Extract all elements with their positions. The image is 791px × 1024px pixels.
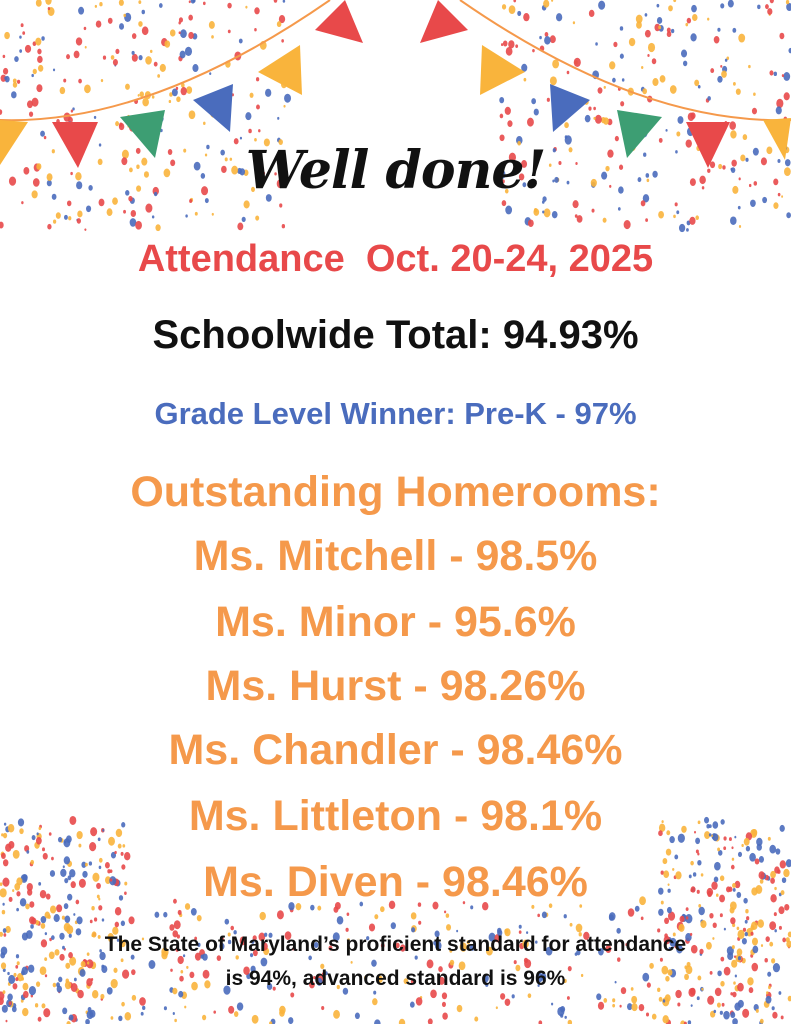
grade-level-winner: Grade Level Winner: Pre-K - 97% [154, 396, 637, 431]
homerooms-heading: Outstanding Homerooms: [130, 468, 661, 516]
homeroom-item: Ms. Minor - 95.6% [215, 598, 576, 646]
homeroom-item: Ms. Mitchell - 98.5% [193, 532, 598, 580]
homeroom-item: Ms. Hurst - 98.26% [205, 662, 586, 710]
attendance-title: Attendance Oct. 20-24, 2025 [137, 238, 654, 280]
homeroom-item: Ms. Littleton - 98.1% [188, 792, 603, 840]
well-done-headline: Well done! [245, 140, 546, 201]
homeroom-item: Ms. Chandler - 98.46% [168, 726, 623, 774]
footer-line: is 94%, advanced standard is 96% [225, 967, 566, 990]
footer-line: The State of Maryland’s proficient standard for attendance [104, 933, 687, 956]
schoolwide-total: Schoolwide Total: 94.93% [152, 313, 639, 357]
state-standard-note [0, 928, 791, 996]
homeroom-item: Ms. Diven - 98.46% [203, 858, 588, 906]
